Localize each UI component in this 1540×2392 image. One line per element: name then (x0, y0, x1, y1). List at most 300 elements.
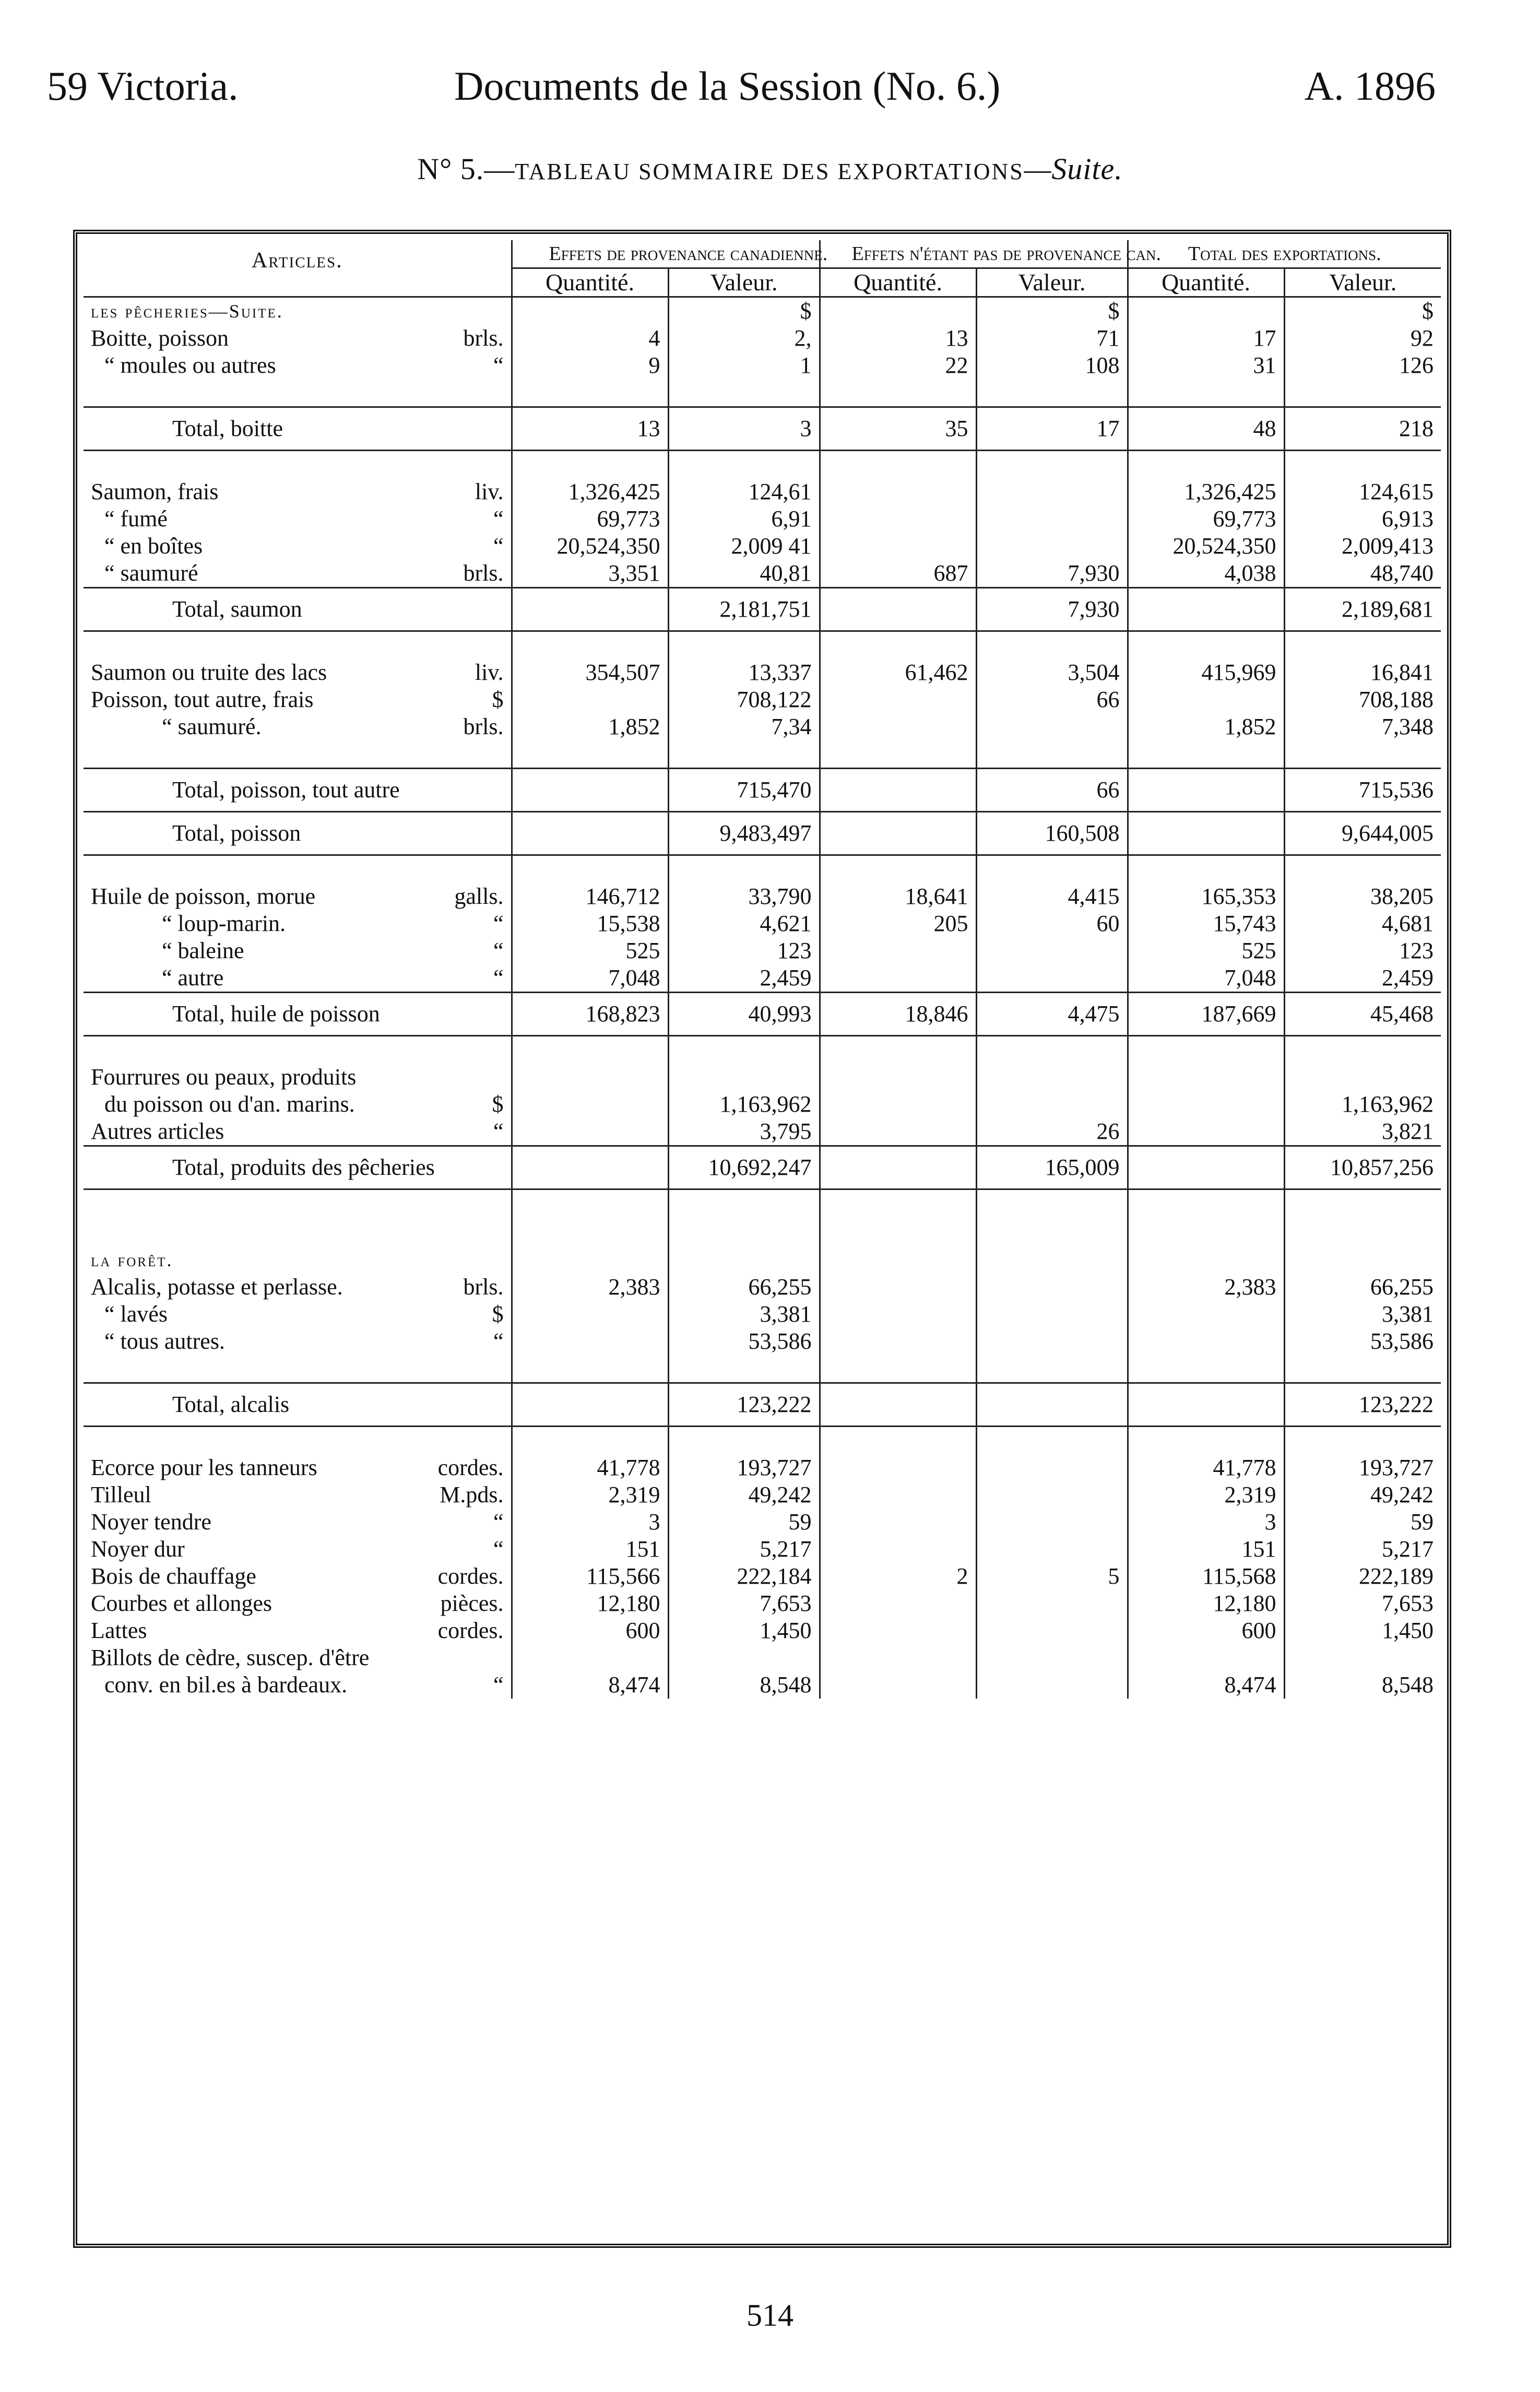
qty-total-cell (1128, 769, 1284, 812)
table-row (84, 686, 1441, 713)
row-label-text: Huile de poisson, morue (91, 883, 316, 909)
qty-total-cell (1128, 1644, 1284, 1671)
qty-foreign-cell: 18,641 (820, 883, 976, 910)
val-header-2: Valeur. (976, 268, 1128, 297)
qty-canadian-cell (512, 1644, 668, 1671)
qty-foreign-cell (820, 1274, 976, 1301)
val-total-cell: 218 (1284, 407, 1441, 451)
qty-total-cell: 8,474 (1128, 1671, 1284, 1699)
val-foreign-cell (976, 478, 1128, 505)
val-foreign-cell (976, 505, 1128, 533)
table-row (84, 659, 1441, 686)
row-label-text: Billots de cèdre, suscep. d'être (91, 1645, 370, 1670)
row-label-text: Total, poisson (172, 820, 301, 846)
qty-foreign-cell: 35 (820, 407, 976, 451)
row-label (84, 713, 512, 740)
row-label-text: Fourrures ou peaux, produits (91, 1064, 357, 1090)
val-canadian-cell: 33,790 (668, 883, 820, 910)
qty-total-cell: 2,383 (1128, 1274, 1284, 1301)
qty-total-cell (1128, 588, 1284, 631)
row-label (84, 1536, 512, 1563)
val-canadian-cell: 3,381 (668, 1301, 820, 1328)
val-total-cell: 1,450 (1284, 1617, 1441, 1644)
row-label-text: “ lavés (104, 1301, 168, 1327)
val-canadian-cell: 124,61 (668, 478, 820, 505)
qty-foreign-cell: 205 (820, 910, 976, 937)
table-row (84, 1454, 1441, 1481)
val-canadian-cell: 123 (668, 937, 820, 964)
val-canadian-cell: 5,217 (668, 1536, 820, 1563)
table-row (84, 1118, 1441, 1146)
table-row (84, 1590, 1441, 1617)
table-row (84, 1301, 1441, 1328)
row-label-text: “ saumuré (104, 560, 198, 586)
row-label-text: Saumon ou truite des lacs (91, 659, 327, 685)
title-suffix: —Suite. (1024, 152, 1123, 186)
row-label-text: “ saumuré. (162, 714, 262, 739)
val-total-cell: 2,009,413 (1284, 533, 1441, 560)
row-label (84, 1146, 512, 1189)
val-foreign-cell (976, 1064, 1128, 1091)
row-label-text: Boitte, poisson (91, 325, 229, 351)
qty-total-cell: 2,319 (1128, 1481, 1284, 1509)
articles-header: Articles. (84, 240, 512, 297)
qty-canadian-cell: 168,823 (512, 993, 668, 1036)
row-label (84, 1328, 512, 1355)
table-row (84, 910, 1441, 937)
val-total-cell: 66,255 (1284, 1274, 1441, 1301)
val-total-cell: 6,913 (1284, 505, 1441, 533)
row-label (84, 1064, 512, 1091)
val-total-cell: 2,189,681 (1284, 588, 1441, 631)
header-documents: Documents de la Session (No. 6.) (454, 63, 1001, 109)
qty-canadian-cell: 20,524,350 (512, 533, 668, 560)
val-canadian-cell: 2,009 41 (668, 533, 820, 560)
val-foreign-cell (976, 1274, 1128, 1301)
row-unit: brls. (463, 714, 504, 739)
val-foreign-cell: 17 (976, 407, 1128, 451)
val-total-cell: 48,740 (1284, 560, 1441, 588)
row-label-text: Total, huile de poisson (172, 1001, 380, 1027)
qty-total-cell (1128, 1146, 1284, 1189)
row-label-text: Total, poisson, tout autre (172, 777, 400, 803)
val-total-cell: 7,348 (1284, 713, 1441, 740)
row-unit: “ (493, 1118, 504, 1144)
val-foreign-cell (976, 1536, 1128, 1563)
row-unit: cordes. (437, 1563, 504, 1589)
row-unit: brls. (463, 560, 504, 586)
qty-canadian-cell: 2,383 (512, 1274, 668, 1301)
val-canadian-cell: 40,993 (668, 993, 820, 1036)
total-row (84, 812, 1441, 855)
row-unit: “ (493, 533, 504, 559)
row-label (84, 1091, 512, 1118)
val-foreign-cell (976, 713, 1128, 740)
table-row (84, 713, 1441, 740)
val-total-cell: 1,163,962 (1284, 1091, 1441, 1118)
qty-foreign-cell (820, 505, 976, 533)
val-total-cell: 124,615 (1284, 478, 1441, 505)
qty-total-cell: 1,326,425 (1128, 478, 1284, 505)
val-foreign-cell: 66 (976, 686, 1128, 713)
qty-canadian-cell: 41,778 (512, 1454, 668, 1481)
qty-canadian-cell: 151 (512, 1536, 668, 1563)
val-canadian-cell: 708,122 (668, 686, 820, 713)
val-total-cell: 7,653 (1284, 1590, 1441, 1617)
val-total-cell: 9,644,005 (1284, 812, 1441, 855)
row-label-text: Alcalis, potasse et perlasse. (91, 1274, 343, 1300)
val-header-1: Valeur. (668, 268, 820, 297)
qty-total-cell (1128, 1064, 1284, 1091)
qty-total-cell: 115,568 (1128, 1563, 1284, 1590)
qty-header-1: Quantité. (512, 268, 668, 297)
row-unit: cordes. (437, 1455, 504, 1480)
qty-foreign-cell (820, 1301, 976, 1328)
row-label (84, 560, 512, 588)
val-foreign-cell: 7,930 (976, 560, 1128, 588)
qty-total-cell: 165,353 (1128, 883, 1284, 910)
qty-canadian-cell: 600 (512, 1617, 668, 1644)
qty-canadian-cell: 146,712 (512, 883, 668, 910)
val-total-cell: 49,242 (1284, 1481, 1441, 1509)
val-total-cell: 222,189 (1284, 1563, 1441, 1590)
val-total-cell: 10,857,256 (1284, 1146, 1441, 1189)
table-row (84, 560, 1441, 588)
row-unit: $ (492, 1301, 504, 1327)
row-unit: galls. (454, 883, 504, 909)
section-header-foret (84, 1189, 1441, 1274)
page-number: 514 (747, 2298, 793, 2332)
qty-foreign-cell (820, 1671, 976, 1699)
table-row (84, 505, 1441, 533)
qty-canadian-cell (512, 1301, 668, 1328)
qty-canadian-cell: 69,773 (512, 505, 668, 533)
row-label-text: Poisson, tout autre, frais (91, 687, 314, 712)
qty-canadian-cell (512, 1064, 668, 1091)
val-total-cell: 3,821 (1284, 1118, 1441, 1146)
qty-total-cell: 69,773 (1128, 505, 1284, 533)
val-foreign-cell: 60 (976, 910, 1128, 937)
currency-symbol: $ (1284, 297, 1441, 325)
currency-symbol: $ (976, 297, 1128, 325)
qty-total-cell: 31 (1128, 352, 1284, 379)
table-row (84, 1481, 1441, 1509)
row-label-text: “ baleine (162, 938, 244, 963)
table-row (84, 478, 1441, 505)
row-label (84, 659, 512, 686)
qty-header-2: Quantité. (820, 268, 976, 297)
qty-canadian-cell: 15,538 (512, 910, 668, 937)
val-canadian-cell: 4,621 (668, 910, 820, 937)
table-row (84, 352, 1441, 379)
group-total-header: Total des exportations. (1128, 240, 1441, 268)
val-total-cell: 16,841 (1284, 659, 1441, 686)
qty-total-cell: 525 (1128, 937, 1284, 964)
qty-foreign-cell: 13 (820, 325, 976, 352)
val-foreign-cell (976, 964, 1128, 993)
row-unit: brls. (463, 325, 504, 351)
total-row (84, 407, 1441, 451)
val-total-cell: 59 (1284, 1509, 1441, 1536)
val-canadian-cell: 2,459 (668, 964, 820, 993)
row-label (84, 1671, 512, 1699)
row-label (84, 505, 512, 533)
val-canadian-cell: 193,727 (668, 1454, 820, 1481)
table-row (84, 1509, 1441, 1536)
row-label (84, 407, 512, 451)
qty-total-cell: 12,180 (1128, 1590, 1284, 1617)
row-label-text: Autres articles (91, 1118, 224, 1144)
table-row (84, 1328, 1441, 1355)
val-total-cell: 715,536 (1284, 769, 1441, 812)
table-row (84, 1644, 1441, 1671)
row-label-text: Courbes et allonges (91, 1590, 273, 1616)
row-label-text: “ loup-marin. (162, 911, 286, 936)
row-unit: M.pds. (440, 1482, 504, 1507)
qty-canadian-cell (512, 1328, 668, 1355)
table-row (84, 937, 1441, 964)
val-canadian-cell: 49,242 (668, 1481, 820, 1509)
val-header-3: Valeur. (1284, 268, 1441, 297)
table-row (84, 1274, 1441, 1301)
qty-canadian-cell (512, 769, 668, 812)
val-foreign-cell: 5 (976, 1563, 1128, 1590)
section-header-peches (84, 297, 1441, 325)
val-total-cell: 38,205 (1284, 883, 1441, 910)
row-label-text: Noyer dur (91, 1536, 185, 1562)
val-total-cell: 123,222 (1284, 1383, 1441, 1427)
group-foreign-header: Effets n'étant pas de provenance can. (820, 240, 1128, 268)
row-label-text: Lattes (91, 1618, 147, 1643)
val-canadian-cell: 222,184 (668, 1563, 820, 1590)
column-group-headers (84, 240, 1441, 268)
row-label (84, 1301, 512, 1328)
qty-total-cell: 3 (1128, 1509, 1284, 1536)
row-label (84, 1563, 512, 1590)
row-label-text: Tilleul (91, 1482, 151, 1507)
val-foreign-cell (976, 1590, 1128, 1617)
qty-foreign-cell (820, 769, 976, 812)
row-label (84, 1481, 512, 1509)
row-label (84, 1644, 512, 1671)
val-canadian-cell: 10,692,247 (668, 1146, 820, 1189)
row-label (84, 937, 512, 964)
val-foreign-cell (976, 1383, 1128, 1427)
val-foreign-cell: 165,009 (976, 1146, 1128, 1189)
qty-foreign-cell (820, 1644, 976, 1671)
row-unit: brls. (463, 1274, 504, 1300)
qty-total-cell: 415,969 (1128, 659, 1284, 686)
total-row (84, 993, 1441, 1036)
qty-canadian-cell: 3,351 (512, 560, 668, 588)
val-canadian-cell: 59 (668, 1509, 820, 1536)
row-label (84, 993, 512, 1036)
qty-canadian-cell (512, 1091, 668, 1118)
val-total-cell (1284, 1644, 1441, 1671)
qty-canadian-cell (512, 686, 668, 713)
qty-foreign-cell (820, 713, 976, 740)
qty-foreign-cell (820, 1590, 976, 1617)
val-foreign-cell: 66 (976, 769, 1128, 812)
table-title (0, 151, 1540, 186)
val-foreign-cell: 7,930 (976, 588, 1128, 631)
qty-foreign-cell (820, 812, 976, 855)
qty-foreign-cell (820, 937, 976, 964)
row-unit: $ (492, 687, 504, 712)
qty-canadian-cell: 4 (512, 325, 668, 352)
row-label-text: conv. en bil.es à bardeaux. (104, 1672, 348, 1698)
row-label-text: Saumon, frais (91, 479, 219, 504)
row-unit: $ (492, 1091, 504, 1117)
row-label (84, 325, 512, 352)
val-total-cell: 2,459 (1284, 964, 1441, 993)
qty-total-cell: 15,743 (1128, 910, 1284, 937)
row-label-text: Total, alcalis (172, 1392, 290, 1417)
table-row (84, 1671, 1441, 1699)
row-label (84, 1454, 512, 1481)
val-canadian-cell: 123,222 (668, 1383, 820, 1427)
qty-foreign-cell (820, 1536, 976, 1563)
qty-canadian-cell (512, 1118, 668, 1146)
row-unit: “ (493, 506, 504, 532)
table-row (84, 1617, 1441, 1644)
qty-foreign-cell: 61,462 (820, 659, 976, 686)
section-title-peches: les pêcheries—Suite. (91, 301, 283, 322)
qty-foreign-cell (820, 686, 976, 713)
row-label-text: Noyer tendre (91, 1509, 211, 1535)
total-row (84, 769, 1441, 812)
qty-total-cell: 4,038 (1128, 560, 1284, 588)
row-label-text: “ tous autres. (104, 1328, 225, 1354)
row-unit: “ (493, 1536, 504, 1562)
qty-canadian-cell (512, 1383, 668, 1427)
row-label-text: “ moules ou autres (104, 352, 276, 378)
qty-canadian-cell: 1,852 (512, 713, 668, 740)
val-total-cell: 45,468 (1284, 993, 1441, 1036)
val-canadian-cell: 1,450 (668, 1617, 820, 1644)
val-foreign-cell: 4,475 (976, 993, 1128, 1036)
val-canadian-cell: 8,548 (668, 1671, 820, 1699)
qty-foreign-cell (820, 1481, 976, 1509)
row-label-text: Bois de chauffage (91, 1563, 256, 1589)
qty-foreign-cell (820, 1328, 976, 1355)
row-unit: liv. (475, 659, 504, 685)
qty-foreign-cell (820, 1617, 976, 1644)
row-unit: “ (493, 911, 504, 936)
qty-canadian-cell: 9 (512, 352, 668, 379)
val-total-cell: 193,727 (1284, 1454, 1441, 1481)
row-label (84, 588, 512, 631)
val-foreign-cell: 71 (976, 325, 1128, 352)
qty-canadian-cell (512, 588, 668, 631)
row-unit: liv. (475, 479, 504, 504)
qty-foreign-cell (820, 964, 976, 993)
table-row (84, 1091, 1441, 1118)
row-unit: “ (493, 1509, 504, 1535)
qty-canadian-cell (512, 1146, 668, 1189)
val-foreign-cell (976, 533, 1128, 560)
val-canadian-cell: 3 (668, 407, 820, 451)
table-row (84, 883, 1441, 910)
table-row (84, 1563, 1441, 1590)
row-unit: “ (493, 938, 504, 963)
section-title-foret: la forêt. (91, 1250, 173, 1270)
qty-canadian-cell: 525 (512, 937, 668, 964)
qty-canadian-cell: 13 (512, 407, 668, 451)
row-unit: “ (493, 352, 504, 378)
qty-canadian-cell: 3 (512, 1509, 668, 1536)
row-unit: “ (493, 1328, 504, 1354)
row-label (84, 769, 512, 812)
val-canadian-cell: 6,91 (668, 505, 820, 533)
qty-total-cell (1128, 1301, 1284, 1328)
row-label (84, 1590, 512, 1617)
val-canadian-cell: 3,795 (668, 1118, 820, 1146)
qty-total-cell: 1,852 (1128, 713, 1284, 740)
qty-canadian-cell: 354,507 (512, 659, 668, 686)
qty-foreign-cell: 22 (820, 352, 976, 379)
val-canadian-cell: 1 (668, 352, 820, 379)
qty-foreign-cell (820, 478, 976, 505)
val-total-cell: 123 (1284, 937, 1441, 964)
val-canadian-cell: 1,163,962 (668, 1091, 820, 1118)
qty-canadian-cell: 1,326,425 (512, 478, 668, 505)
row-label (84, 1509, 512, 1536)
row-unit: cordes. (437, 1618, 504, 1643)
total-row (84, 1146, 1441, 1189)
qty-total-cell: 41,778 (1128, 1454, 1284, 1481)
val-canadian-cell: 7,653 (668, 1590, 820, 1617)
val-foreign-cell (976, 1509, 1128, 1536)
val-total-cell: 8,548 (1284, 1671, 1441, 1699)
row-label (84, 883, 512, 910)
val-total-cell: 4,681 (1284, 910, 1441, 937)
row-label-text: Total, produits des pêcheries (172, 1154, 435, 1180)
qty-foreign-cell: 18,846 (820, 993, 976, 1036)
qty-foreign-cell (820, 533, 976, 560)
title-main: TABLEAU SOMMAIRE DES EXPORTATIONS (515, 159, 1024, 184)
qty-foreign-cell: 687 (820, 560, 976, 588)
exports-table (84, 240, 1441, 1699)
val-total-cell: 3,381 (1284, 1301, 1441, 1328)
val-foreign-cell (976, 1091, 1128, 1118)
val-canadian-cell: 40,81 (668, 560, 820, 588)
val-canadian-cell (668, 1644, 820, 1671)
row-unit: “ (493, 1672, 504, 1698)
qty-canadian-cell: 8,474 (512, 1671, 668, 1699)
qty-foreign-cell (820, 588, 976, 631)
val-canadian-cell: 53,586 (668, 1328, 820, 1355)
val-total-cell: 5,217 (1284, 1536, 1441, 1563)
qty-total-cell (1128, 1328, 1284, 1355)
qty-foreign-cell (820, 1454, 976, 1481)
qty-foreign-cell (820, 1091, 976, 1118)
qty-foreign-cell (820, 1383, 976, 1427)
qty-total-cell (1128, 1091, 1284, 1118)
qty-foreign-cell (820, 1509, 976, 1536)
val-total-cell (1284, 1064, 1441, 1091)
row-unit: pièces. (440, 1590, 504, 1616)
qty-canadian-cell (512, 812, 668, 855)
qty-total-cell (1128, 1118, 1284, 1146)
qty-foreign-cell (820, 1064, 976, 1091)
qty-total-cell: 17 (1128, 325, 1284, 352)
qty-canadian-cell: 2,319 (512, 1481, 668, 1509)
row-label-text: Total, saumon (172, 596, 302, 622)
val-canadian-cell: 2,181,751 (668, 588, 820, 631)
row-label (84, 1383, 512, 1427)
val-foreign-cell (976, 1671, 1128, 1699)
